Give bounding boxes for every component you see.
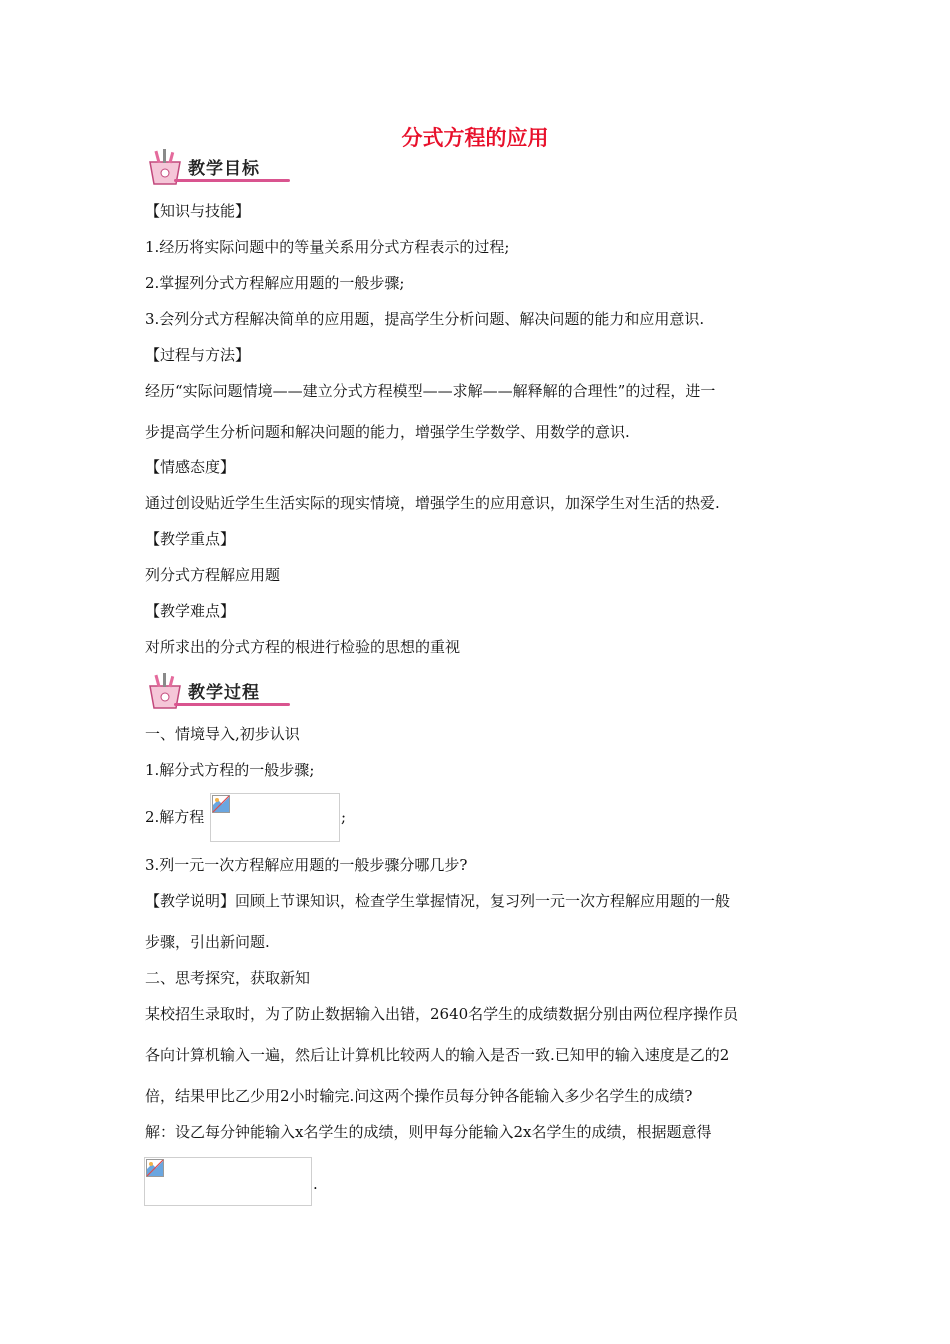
paragraph-line: 【教学说明】回顾上节课知识，检查学生掌握情况，复习列一元一次方程解应用题的一般 [145,892,731,910]
heading-attitude: 【情感态度】 [145,458,236,476]
equation-suffix: ; [341,808,347,826]
paragraph-line: 经历“实际问题情境——建立分式方程模型——求解——解释解的合理性”的过程，进一 [145,382,716,400]
section-heading-1: 一、情境导入,初步认识 [145,725,300,743]
equation-image-placeholder [144,1157,312,1206]
heading-process-method: 【过程与方法】 [145,346,251,364]
banner-underline [174,703,290,706]
banner-underline [174,179,290,182]
section-banner-label: 教学过程 [188,683,260,703]
section-banner-label: 教学目标 [188,159,260,179]
paragraph-line: 步提高学生分析问题和解决问题的能力，增强学生学数学、用数学的意识. [145,423,630,441]
paragraph-line: 对所求出的分式方程的根进行检验的思想的重视 [145,638,461,656]
broken-image-icon [146,1159,164,1177]
equation-suffix: . [313,1175,318,1193]
section-banner-process [144,672,290,710]
list-item: 3.列一元一次方程解应用题的一般步骤分哪几步? [145,856,468,874]
paragraph-line: 倍，结果甲比乙少用2小时输完.问这两个操作员每分钟各能输入多少名学生的成绩? [145,1087,693,1105]
equation-image-placeholder [210,793,340,842]
page-title: 分式方程的应用 [401,125,549,150]
goal-item-1: 1.经历将实际问题中的等量关系用分式方程表示的过程; [145,238,510,256]
paragraph-line: 列分式方程解应用题 [145,566,281,584]
heading-difficulty: 【教学难点】 [145,602,236,620]
heading-knowledge: 【知识与技能】 [145,202,251,220]
list-item: 2.解方程 [145,808,205,826]
goal-item-3: 3.会列分式方程解决简单的应用题，提高学生分析问题、解决问题的能力和应用意识. [145,310,705,328]
paragraph-line: 通过创设贴近学生生活实际的现实情境，增强学生的应用意识，加深学生对生活的热爱. [145,494,720,512]
paragraph-line: 某校招生录取时，为了防止数据输入出错，2640名学生的成绩数据分别由两位程序操作员 [145,1005,739,1023]
section-heading-2: 二、思考探究，获取新知 [145,969,311,987]
goal-item-2: 2.掌握列分式方程解应用题的一般步骤; [145,274,405,292]
broken-image-icon [212,795,230,813]
list-item: 1.解分式方程的一般步骤; [145,761,315,779]
paragraph-line: 解：设乙每分钟能输入x名学生的成绩，则甲每分能输入2x名学生的成绩，根据题意得 [145,1123,712,1141]
section-banner-goals [144,148,290,186]
heading-key-point: 【教学重点】 [145,530,236,548]
paragraph-line: 步骤，引出新问题. [145,933,270,951]
paragraph-line: 各向计算机输入一遍，然后让计算机比较两人的输入是否一致.已知甲的输入速度是乙的2 [145,1046,730,1064]
